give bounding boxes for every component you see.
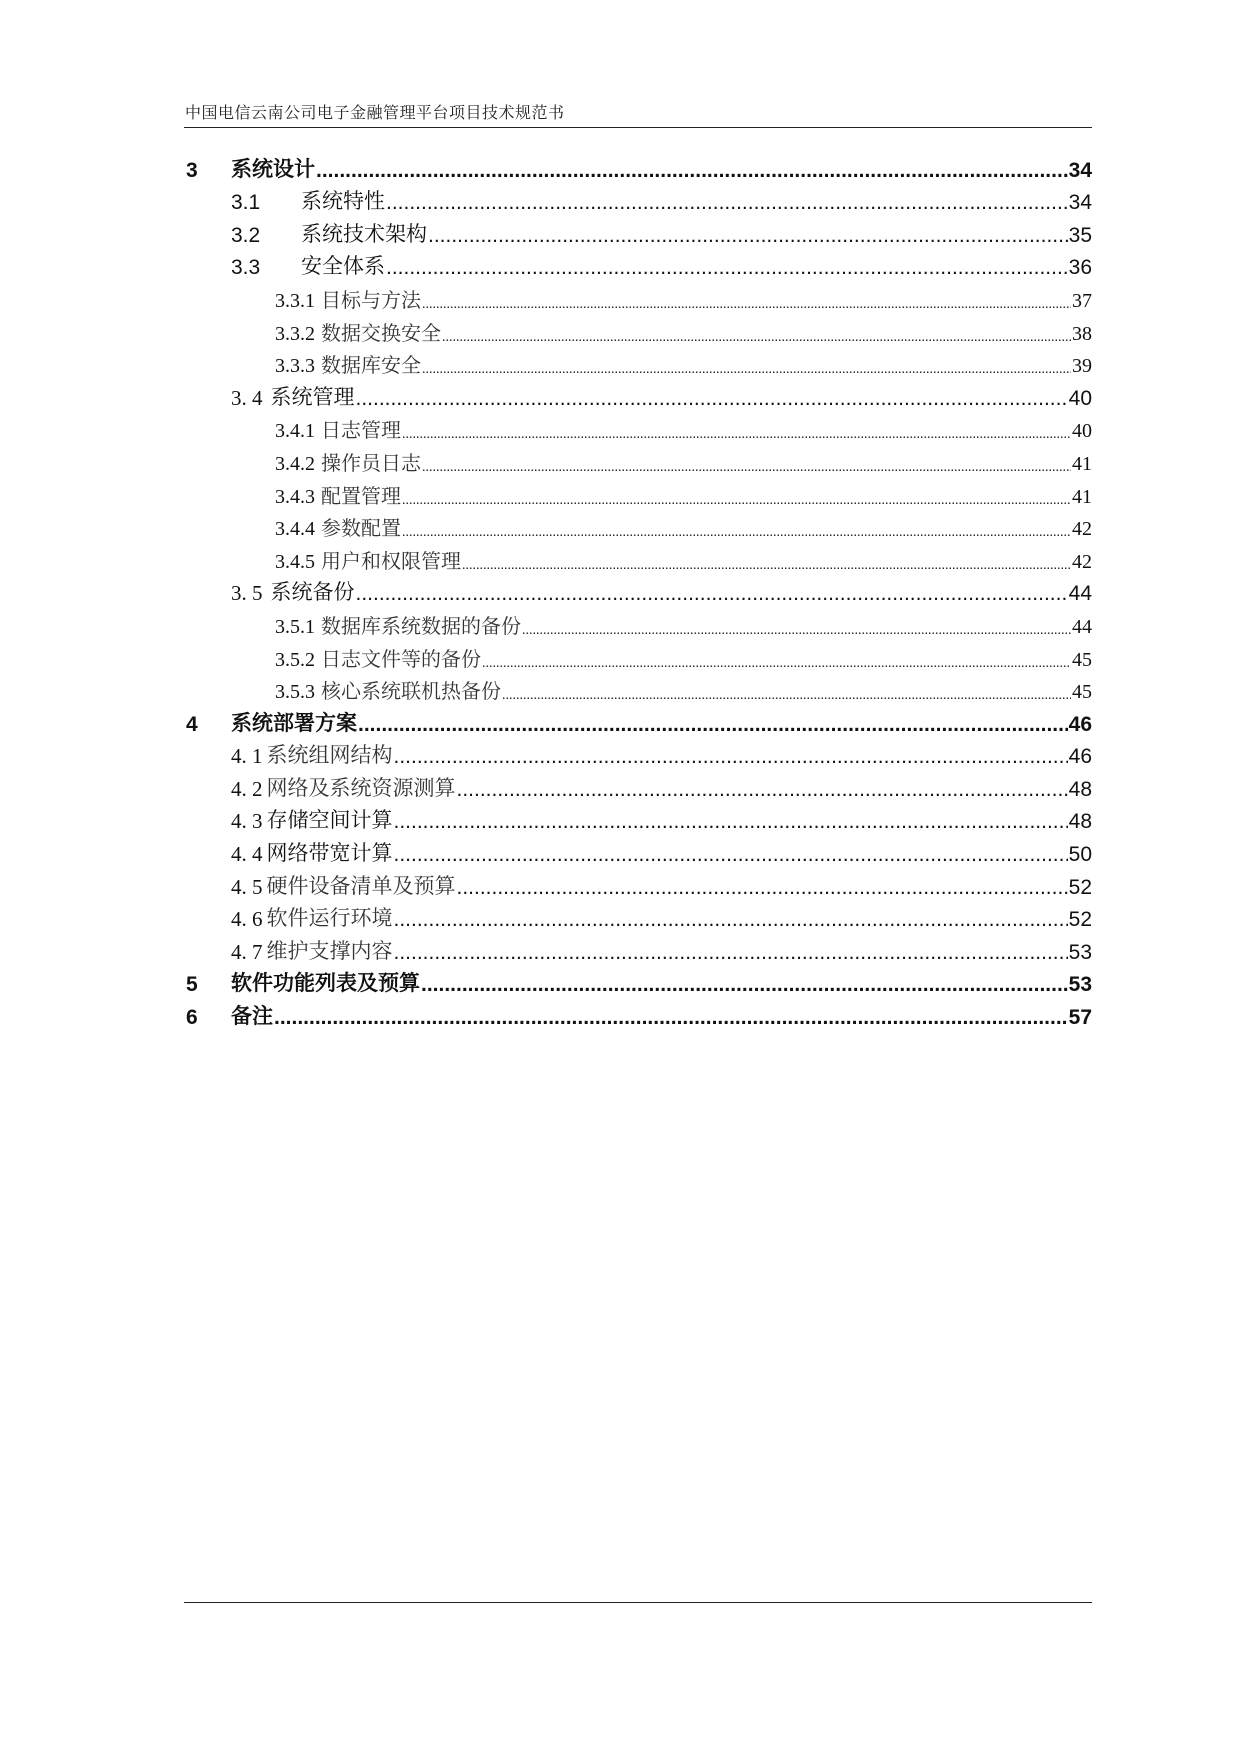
toc-entry-page-number: 57 bbox=[1068, 1006, 1092, 1030]
toc-dot-leader bbox=[386, 191, 1068, 215]
toc-entry-title: 参数配置 bbox=[321, 518, 401, 541]
toc-entry-title: 系统部署方案 bbox=[231, 711, 357, 735]
toc-entry-number: 3.4.1 bbox=[275, 420, 315, 443]
toc-entry-title: 安全体系 bbox=[301, 255, 385, 279]
toc-entry-number: 4. 3 bbox=[231, 809, 263, 834]
toc-entry[interactable] bbox=[186, 737, 1092, 770]
toc-entry-number: 3.3 bbox=[231, 256, 261, 280]
toc-entry-number: 3.5.3 bbox=[275, 681, 315, 704]
toc-entry-number: 4. 1 bbox=[231, 744, 263, 769]
toc-entry-page-number: 42 bbox=[1072, 518, 1092, 541]
toc-entry-number: 3.3.2 bbox=[275, 322, 315, 345]
toc-entry-number: 3. 4 bbox=[231, 385, 263, 410]
toc-dot-leader bbox=[422, 460, 1071, 476]
toc-entry-page-number: 48 bbox=[1068, 777, 1092, 801]
toc-entry-number: 3.5.1 bbox=[275, 615, 315, 638]
toc-dot-leader bbox=[522, 623, 1071, 639]
toc-entry-page-number: 46 bbox=[1068, 712, 1092, 736]
toc-entry[interactable] bbox=[186, 509, 1092, 542]
toc-entry-page-number: 41 bbox=[1072, 485, 1092, 508]
toc-entry-number: 4. 2 bbox=[231, 776, 263, 801]
toc-entry-title: 存储空间计算 bbox=[266, 809, 393, 833]
toc-dot-leader bbox=[356, 582, 1068, 606]
header-divider bbox=[184, 127, 1092, 128]
toc-entry-number: 3.5.2 bbox=[275, 648, 315, 671]
toc-entry-page-number: 38 bbox=[1072, 322, 1092, 345]
toc-entry-title: 硬件设备清单及预算 bbox=[266, 873, 456, 898]
toc-entry-title: 数据库安全 bbox=[321, 355, 421, 378]
toc-entry-page-number: 35 bbox=[1068, 223, 1092, 247]
toc-entry[interactable] bbox=[186, 150, 1092, 183]
toc-entry-number: 4 bbox=[186, 712, 198, 736]
toc-entry-page-number: 44 bbox=[1072, 615, 1092, 638]
toc-entry-number: 4. 5 bbox=[231, 874, 263, 899]
toc-entry-number: 4. 6 bbox=[231, 907, 263, 932]
toc-entry-page-number: 42 bbox=[1072, 550, 1092, 573]
toc-entry[interactable] bbox=[186, 672, 1092, 705]
toc-entry-page-number: 40 bbox=[1072, 420, 1092, 443]
toc-dot-leader bbox=[428, 224, 1068, 248]
toc-entry-page-number: 41 bbox=[1072, 452, 1092, 475]
toc-entry-title: 系统技术架构 bbox=[301, 222, 427, 246]
toc-entry-page-number: 52 bbox=[1068, 908, 1092, 932]
toc-dot-leader bbox=[402, 525, 1071, 541]
toc-entry[interactable] bbox=[186, 411, 1092, 444]
toc-entry[interactable] bbox=[186, 802, 1092, 835]
toc-entry[interactable] bbox=[186, 248, 1092, 281]
toc-dot-leader bbox=[394, 745, 1068, 769]
toc-entry-number: 3. 5 bbox=[231, 581, 263, 606]
toc-entry-title: 网络及系统资源测算 bbox=[266, 775, 456, 800]
toc-entry-page-number: 48 bbox=[1068, 810, 1092, 834]
toc-dot-leader bbox=[422, 362, 1071, 378]
toc-entry-number: 5 bbox=[186, 973, 198, 997]
toc-entry-title: 维护支撑内容 bbox=[266, 938, 393, 963]
toc-entry-page-number: 34 bbox=[1068, 191, 1092, 215]
toc-entry-title: 系统设计 bbox=[231, 157, 315, 181]
toc-entry[interactable] bbox=[186, 313, 1092, 346]
toc-entry-title: 目标与方法 bbox=[321, 289, 421, 312]
toc-entry[interactable] bbox=[186, 965, 1092, 998]
toc-entry[interactable] bbox=[186, 346, 1092, 379]
toc-entry[interactable] bbox=[186, 541, 1092, 574]
toc-entry-title: 用户和权限管理 bbox=[321, 550, 461, 573]
toc-dot-leader bbox=[274, 1006, 1068, 1030]
toc-entry-number: 3.4.4 bbox=[275, 518, 315, 541]
toc-entry-title: 软件运行环境 bbox=[266, 906, 393, 931]
toc-entry[interactable] bbox=[186, 932, 1092, 965]
toc-entry[interactable] bbox=[186, 443, 1092, 476]
toc-entry-page-number: 44 bbox=[1068, 582, 1092, 606]
toc-entry-page-number: 39 bbox=[1072, 355, 1092, 378]
toc-dot-leader bbox=[358, 713, 1068, 737]
toc-entry[interactable] bbox=[186, 183, 1092, 216]
running-header: 中国电信云南公司电子金融管理平台项目技术规范书 bbox=[185, 103, 565, 122]
toc-entry-title: 数据交换安全 bbox=[321, 322, 441, 345]
toc-dot-leader bbox=[386, 256, 1068, 280]
toc-entry-title: 日志管理 bbox=[321, 420, 401, 443]
toc-entry-number: 3.4.2 bbox=[275, 452, 315, 475]
toc-entry-page-number: 53 bbox=[1068, 940, 1092, 964]
footer-divider bbox=[184, 1602, 1092, 1603]
toc-entry-title: 日志文件等的备份 bbox=[321, 648, 481, 671]
toc-dot-leader bbox=[482, 656, 1071, 672]
toc-entry[interactable] bbox=[186, 867, 1092, 900]
toc-entry[interactable] bbox=[186, 997, 1092, 1030]
toc-dot-leader bbox=[356, 387, 1068, 411]
toc-entry-page-number: 34 bbox=[1068, 158, 1092, 182]
toc-entry-title: 操作员日志 bbox=[321, 452, 421, 475]
toc-entry-number: 3.2 bbox=[231, 223, 261, 247]
toc-dot-leader bbox=[402, 427, 1071, 443]
toc-entry-number: 3.3.1 bbox=[275, 289, 315, 312]
toc-entry[interactable] bbox=[186, 574, 1092, 607]
toc-entry-title: 网络带宽计算 bbox=[266, 842, 393, 866]
toc-entry-page-number: 37 bbox=[1072, 289, 1092, 312]
toc-entry-page-number: 45 bbox=[1072, 681, 1092, 704]
toc-dot-leader bbox=[442, 330, 1071, 346]
toc-entry[interactable] bbox=[186, 378, 1092, 411]
toc-dot-leader bbox=[402, 493, 1071, 509]
toc-dot-leader bbox=[457, 876, 1068, 900]
toc-entry-page-number: 52 bbox=[1068, 875, 1092, 899]
toc-entry-title: 系统组网结构 bbox=[266, 743, 393, 768]
toc-entry-number: 6 bbox=[186, 1006, 198, 1030]
toc-entry-number: 3.4.3 bbox=[275, 485, 315, 508]
toc-dot-leader bbox=[457, 778, 1068, 802]
toc-entry-number: 4. 4 bbox=[231, 842, 263, 867]
toc-dot-leader bbox=[421, 973, 1068, 997]
toc-dot-leader bbox=[422, 297, 1071, 313]
toc-entry-number: 3.4.5 bbox=[275, 550, 315, 573]
toc-entry[interactable] bbox=[186, 280, 1092, 313]
toc-entry-title: 数据库系统数据的备份 bbox=[321, 615, 521, 638]
toc-entry[interactable] bbox=[186, 606, 1092, 639]
toc-entry[interactable] bbox=[186, 900, 1092, 933]
toc-entry-title: 配置管理 bbox=[321, 485, 401, 508]
toc-entry[interactable] bbox=[186, 215, 1092, 248]
toc-entry-title: 软件功能列表及预算 bbox=[231, 972, 420, 996]
toc-entry[interactable] bbox=[186, 476, 1092, 509]
toc-entry[interactable] bbox=[186, 769, 1092, 802]
toc-entry-number: 3 bbox=[186, 158, 198, 182]
toc-entry-page-number: 53 bbox=[1068, 973, 1092, 997]
toc-dot-leader bbox=[394, 810, 1068, 834]
toc-entry-page-number: 40 bbox=[1068, 386, 1092, 410]
toc-entry-number: 4. 7 bbox=[231, 939, 263, 964]
toc-entry-title: 核心系统联机热备份 bbox=[321, 681, 501, 704]
toc-entry[interactable] bbox=[186, 639, 1092, 672]
toc-entry-page-number: 50 bbox=[1068, 843, 1092, 867]
toc-entry-title: 系统管理 bbox=[270, 385, 355, 409]
toc-dot-leader bbox=[394, 941, 1068, 965]
toc-entry-title: 系统特性 bbox=[301, 190, 385, 214]
toc-dot-leader bbox=[462, 558, 1071, 574]
table-of-contents bbox=[186, 150, 1092, 1030]
toc-dot-leader bbox=[394, 908, 1068, 932]
toc-dot-leader bbox=[316, 159, 1068, 183]
toc-entry[interactable] bbox=[186, 834, 1092, 867]
toc-entry-number: 3.1 bbox=[231, 191, 261, 215]
toc-entry[interactable] bbox=[186, 704, 1092, 737]
toc-entry-page-number: 36 bbox=[1068, 256, 1092, 280]
toc-entry-title: 备注 bbox=[231, 1005, 273, 1029]
toc-entry-page-number: 45 bbox=[1072, 648, 1092, 671]
toc-entry-title: 系统备份 bbox=[270, 581, 355, 605]
toc-entry-number: 3.3.3 bbox=[275, 355, 315, 378]
toc-dot-leader bbox=[502, 688, 1071, 704]
toc-dot-leader bbox=[394, 843, 1068, 867]
toc-entry-page-number: 46 bbox=[1068, 745, 1092, 769]
